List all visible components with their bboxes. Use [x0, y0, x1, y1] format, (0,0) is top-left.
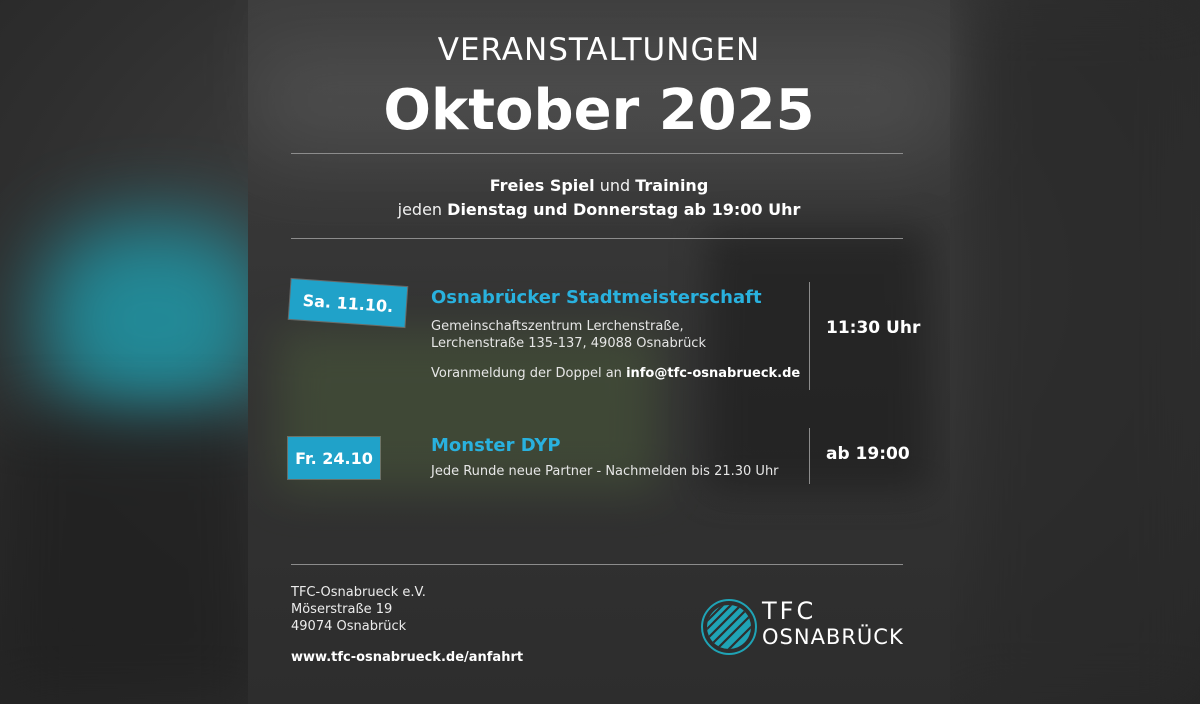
intro-line-2	[248, 200, 950, 219]
tfc-ball-icon	[700, 598, 758, 656]
footer-url-link[interactable]: www.tfc-osnabrueck.de/anfahrt	[291, 650, 524, 665]
event-1-email-link[interactable]: info@tfc-osnabrueck.de	[626, 366, 801, 381]
logo-text-tfc: TFC	[762, 597, 817, 625]
event-2-date-badge: Fr. 24.10	[288, 437, 380, 479]
intro-and: und	[594, 176, 636, 195]
tfc-logo	[700, 595, 910, 659]
event-2-divider	[809, 428, 810, 484]
poster-kicker: VERANSTALTUNGEN	[437, 32, 761, 68]
background-teal-blur	[40, 220, 270, 420]
intro-line-1	[248, 176, 950, 195]
divider-bottom	[291, 564, 903, 565]
footer-city: 49074 Osnabrück	[291, 619, 407, 634]
intro-every: jeden	[397, 200, 448, 219]
event-2-time: ab 19:00	[826, 444, 910, 464]
event-2-title: Monster DYP	[431, 435, 561, 456]
event-1-note	[431, 364, 800, 383]
event-1-venue: Gemeinschaftszentrum Lerchenstraße,	[431, 319, 684, 334]
intro-free-play: Freies Spiel	[489, 176, 595, 195]
event-1-address: Lerchenstraße 135-137, 49088 Osnabrück	[431, 336, 706, 351]
divider-top	[291, 153, 903, 154]
event-1-divider	[809, 282, 810, 390]
divider-middle	[291, 238, 903, 239]
background-dark-blur-left	[0, 420, 260, 704]
intro-training: Training	[635, 176, 709, 195]
event-1-date-badge: Sa. 11.10.	[289, 279, 408, 327]
event-1-note-text: Voranmeldung der Doppel an	[431, 366, 627, 381]
event-1-time: 11:30 Uhr	[826, 318, 921, 338]
event-poster	[248, 0, 950, 704]
footer-org: TFC-Osnabrueck e.V.	[291, 585, 426, 600]
event-1-title: Osnabrücker Stadtmeisterschaft	[431, 287, 762, 308]
logo-text-osnabrueck: OSNABRÜCK	[762, 625, 904, 649]
background-dark-blur-right	[960, 0, 1200, 704]
intro-schedule: Dienstag und Donnerstag ab 19:00 Uhr	[447, 200, 801, 219]
poster-title: Oktober 2025	[383, 78, 815, 143]
footer-street: Möserstraße 19	[291, 602, 393, 617]
event-2-description: Jede Runde neue Partner - Nachmelden bis 21.30 Uhr	[431, 464, 779, 479]
